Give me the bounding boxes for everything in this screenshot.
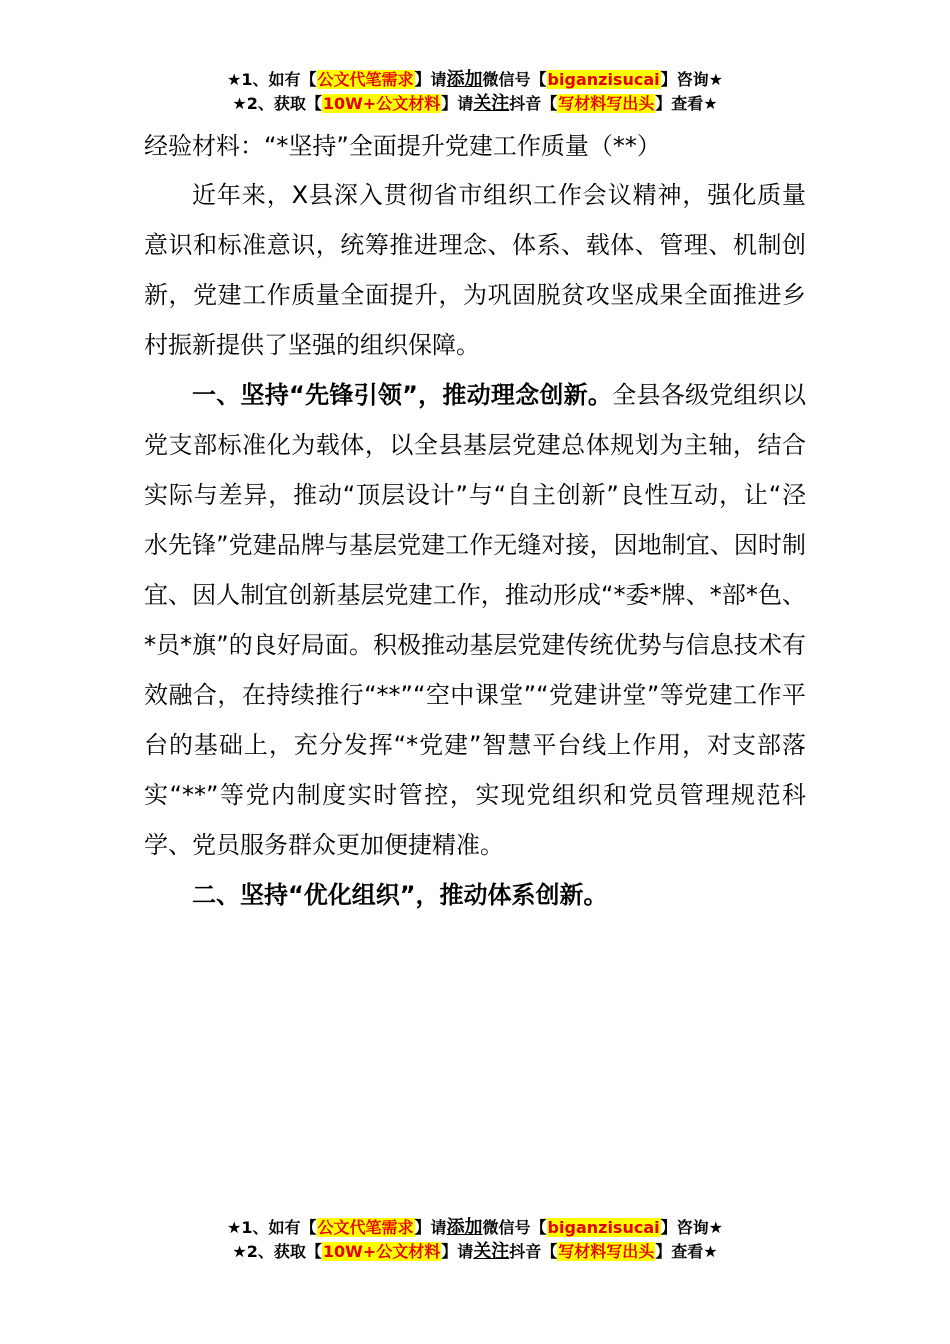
section-heading: 一、坚持“先锋引领”，推动理念创新。 (192, 381, 613, 409)
banner-highlight: 公文代笔需求 (317, 70, 414, 89)
document-body (144, 170, 806, 920)
paragraph-section-2 (144, 870, 806, 920)
footer-banner (0, 1216, 950, 1264)
banner-highlight: 10W+公文材料 (322, 1242, 441, 1261)
header-banner (0, 68, 950, 116)
banner-douyin-id: 写材料写出头 (558, 1242, 655, 1261)
banner-text: 微信号【 (482, 1218, 547, 1237)
banner-line-1 (0, 68, 950, 92)
banner-text: 抖音【 (509, 1242, 558, 1261)
banner-line-2 (0, 1240, 950, 1264)
paragraph-section-1 (144, 370, 806, 870)
banner-line-2 (0, 92, 950, 116)
banner-text: ★2、获取【 (232, 1242, 322, 1261)
banner-text: ★2、获取【 (232, 94, 322, 113)
paragraph-intro (144, 170, 806, 370)
banner-text: 】请 (441, 94, 474, 113)
banner-wechat-id: biganzisucai (547, 70, 660, 89)
banner-douyin-id: 写材料写出头 (558, 94, 655, 113)
banner-highlight: 10W+公文材料 (322, 94, 441, 113)
banner-text: 】查看★ (655, 1242, 718, 1261)
banner-underline: 关注 (473, 1241, 510, 1262)
banner-text: 】查看★ (655, 94, 718, 113)
paragraph-text: 近年来，X县深入贯彻省市组织工作会议精神，强化质量意识和标准意识，统筹推进理念、体系、载体、管理、机制创新，党建工作质量全面提升，为巩固脱贫攻坚成果全面推进乡村振新提供了坚强的组织保障。 (144, 181, 806, 359)
document-title: 经验材料：“*坚持”全面提升党建工作质量（**） (144, 132, 661, 160)
banner-line-1 (0, 1216, 950, 1240)
banner-text: ★1、如有【 (227, 70, 317, 89)
paragraph-text: 全县各级党组织以党支部标准化为载体，以全县基层党建总体规划为主轴，结合实际与差异，推动“顶层设计”与“自主创新”良性互动，让“泾水先锋”党建品牌与基层党建工作无缝对接，因地制宜、因时制宜、因人制宜创新基层党建工作，推动形成“*委*牌、*部*色、*员*旗”的良好局面。积极推动基层党建传统优势与信息技术有效融合，在持续推行“**”“空中课堂”“党建讲堂”等党建工作平台的基础上，充分发挥“*党建”智慧平台线上作用，对支部落实“**”等党内制度实时管控，实现党组织和党员管理规范科学、党员服务群众更加便捷精准。 (144, 381, 807, 859)
banner-underline: 添加 (446, 69, 483, 90)
banner-text: 】请 (441, 1242, 474, 1261)
banner-underline: 关注 (473, 93, 510, 114)
banner-text: 】咨询★ (660, 70, 723, 89)
banner-text: 】请 (414, 70, 447, 89)
banner-text: ★1、如有【 (227, 1218, 317, 1237)
banner-wechat-id: biganzisucai (547, 1218, 660, 1237)
banner-text: 】咨询★ (660, 1218, 723, 1237)
banner-underline: 添加 (446, 1217, 483, 1238)
banner-highlight: 公文代笔需求 (317, 1218, 414, 1237)
section-heading: 二、坚持“优化组织”，推动体系创新。 (192, 881, 608, 909)
banner-text: 抖音【 (509, 94, 558, 113)
banner-text: 】请 (414, 1218, 447, 1237)
banner-text: 微信号【 (482, 70, 547, 89)
